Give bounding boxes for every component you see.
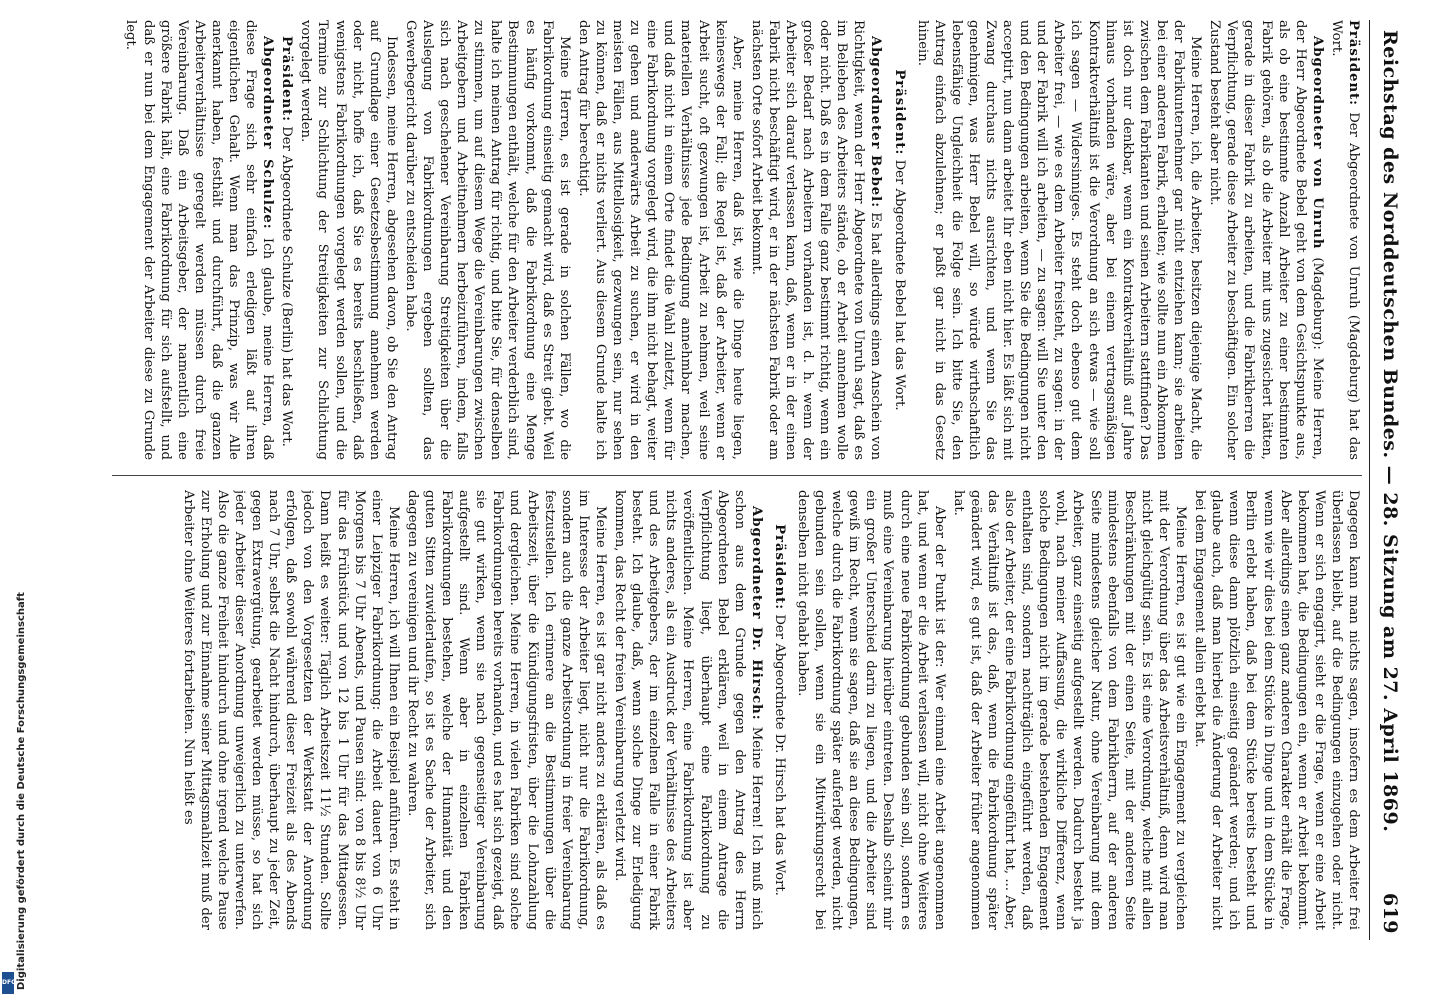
digitization-credit xyxy=(2,0,27,1000)
paragraph-text: Es hat allerdings einen Anschein von Richtigkeit, wenn der Herr Abgeordnete von Unruh sagt, daß es im Belieben des Arbeiters stände, ob er Arbeit annehmen wolle oder nicht. Daß es in dem Falle ganz bestimmt richtig, wenn ein großer Bedarf nach Arbeitern vorhanden ist, d. h. wenn der Arbeiter sich darauf verlassen kann, daß, wenn er in der einen Fabrik nicht beschäftigt wird, er in der nächsten Fabrik oder am nächsten Orte sofort Arbeit bekommt. xyxy=(748,20,884,460)
page-number: 619 xyxy=(1379,892,1401,934)
paragraph-text: Der Abgeordnete Schulze (Berlin) hat das Wort. xyxy=(279,122,295,447)
speaker-label: Präsident: xyxy=(279,36,295,123)
paragraph xyxy=(748,20,885,460)
paragraph-text: Der Abgeordnete Dr. Hirsch hat das Wort. xyxy=(771,610,787,896)
speaker-label: Abgeordneter Schulze: xyxy=(260,36,276,230)
credit-text: Digitalisierung gefördert durch die Deutsche Forschungsgemeinschaft xyxy=(16,592,27,990)
paragraph: Meine Herren, es ist gerade in solchen Fällen, wo die Fabrikordnung einseitig gemacht wird, daß es Streit giebt. Weil es häufig vorkommt, daß die Fabrikordnung eine Menge Bestimmungen enthält, welche für den Arbeiter verderblich sind, halte ich meinen Antrag für richtig, und bitte Sie, für denselben zu stimmen, um auf diesem Wege die Vereinbarungen zwischen Arbeitgebern und Arbeitnehmern herbeizuführen, indem, falls sich nach geschehener Vereinbarung Streitigkeiten über die Auslegung von Fabrikordnungen ergeben sollten, das Gewerbegericht darüber zu entscheiden habe. xyxy=(402,20,572,460)
paragraph xyxy=(1328,20,1362,460)
paragraph: Meine Herren, es ist gar nicht anders zu erklären, als daß es im Interesse der Arbeiter liegt, nicht nur die Fabrikordnung, sondern auch die ganze Arbeitsordnung in freier Vereinbarung festzustellen. Ich erinnere an die Bestimmungen über die Arbeitszeit, über die Kündigungsfristen, über die Lohnzahlung und dergleichen. Meine Herren, in vielen Fabriken sind solche Fabrikordnungen bereits vorhanden, und es hat sich gezeigt, daß sie gut wirken, wenn sie nach gegenseitiger Vereinbarung aufgestellt sind. Wenn aber in einzelnen Fabriken Fabrikordnungen bestehen, welche der Humanität und den guten Sitten zuwiderlaufen, so ist es Sache der Arbeiter, sich dagegen zu vereinigen und ihr Recht zu wahren. xyxy=(404,490,608,930)
paragraph: Meine Herren, ich will Ihnen ein Beispiel anführen. Es steht in einer Leipziger Fabrikordnung: die Arbeit dauert von 6 Uhr Morgens bis 7 Uhr Abends, und Pausen sind: von 8 bis 8½ Uhr für das Frühstück und von 12 bis 1 Uhr für das Mittagessen. Dann heißt es weiter: Täglich Arbeitszeit 11½ Stunden. Sollte jedoch von den Vorgesetzten der Werkstatt der Anordnung erfolgen, daß sowohl während dieser Freizeit als des Abends nach 7 Uhr, selbst die Nacht hindurch, überhaupt zu jeder Zeit, gegen Extravergütung, gearbeitet werden müsse, so hat sich jeder Arbeiter dieser Anordnung unweigerlich zu unterwerfen. Also die ganze Freiheit hindurch und ohne irgend welche Pause zur Erholung und zur Einnahme seiner Mittagsmahlzeit muß der Arbeiter ohne Weiteres fortarbeiten. Nun heißt es xyxy=(180,490,401,930)
paragraph-text: Der Abgeordnete Bebel hat das Wort. xyxy=(891,155,907,411)
right-column xyxy=(112,490,1362,930)
paragraph xyxy=(1206,20,1326,460)
paragraph: Aber der Punkt ist der: Wer einmal eine Arbeit angenommen hat, und wenn er die Arbeit verlassen will, nicht ohne Weiteres durch eine neue Fabrikordnung gebunden sein soll, sondern es muß eine Vereinbarung hierüber eintreten. Deshalb scheint mir ein großer Unterschied darin zu liegen, und die Arbeiter sind gewiß im Recht, wenn sie sagen, daß sie an diese Bedingungen, welche durch die Fabrikordnung später auferlegt werden, nicht gebunden sein sollen, wenn sie ein Mitwirkungsrecht bei denselben nicht gehabt haben. xyxy=(795,490,947,930)
paragraph xyxy=(122,20,276,460)
paragraph: Indessen, meine Herren, abgesehen davon, ob Sie den Antrag auf Grundlage einer Gesetzesbestimmung annehmen werden oder nicht, hoffe ich, daß Sie es bereits beschließen, daß wenigstens Fabrikordnungen vorgelegt werden sollen, und die Termine zur Schlichtung der Streitigkeiten zur Schlichtung vorgelegt werden. xyxy=(298,20,399,460)
paragraph: Aber, meine Herren, daß ist, wie die Dinge heute liegen, keineswegs der Fall; die Regel ist, daß der Arbeiter, wenn er Arbeit sucht, oft gezwungen ist, Arbeit zu nehmen, weil seine materiellen Verhältnisse jede Bedingung annehmbar machen, und daß nicht in einem Orte findet die Wahl zuletzt, wenn für eine Fabrikordnung vorgelegt wird, die ihm nicht behagt, weiter zu gehen und anderwärts Arbeit zu suchen, er wird in den meisten Fällen, aus Mittellosigkeit, gezwungen sein, nur sehen zu können, daß er nichts verliert. Aus diesem Grunde halte ich den Antrag für berechtigt. xyxy=(575,20,745,460)
paragraph-text: Der Abgeordnete von Unruh (Magdeburg) hat das Wort. xyxy=(1328,20,1361,460)
paragraph xyxy=(771,490,788,930)
speaker-label: Abgeordneter Bebel: xyxy=(868,36,884,209)
text-columns xyxy=(112,20,1362,940)
speaker-label: Präsident: xyxy=(891,69,907,156)
speaker-label: Präsident: xyxy=(1346,20,1361,107)
scan-area xyxy=(80,20,1410,980)
paragraph xyxy=(611,490,765,930)
paragraph-text: Ich glaube, meine Herren, daß diese Frage sich sehr einfach erledigen läßt auf ihren eigentlichen Gehalt. Wenn man das Prinzip, was wir Alle anerkannt haben, festhält und durchführt, daß die ganzen Arbeiterverhältnisse geregelt werden müssen durch freie Vereinbarung. Daß ein Arbeitsgeber, der namentlich eine größere Fabrik hält, eine Fabrikordnung für sich aufstellt, und daß er nun bei dem Engagement der Arbeiter diese zu Grunde legt. xyxy=(123,20,276,460)
left-column xyxy=(112,20,1362,460)
paragraph-text: Meine Herren! Ich muß mich schon aus dem Grunde gegen den Antrag des Herrn Abgeordneten Bebel erklären, weil in einem Antrage die Verpflichtung liegt, überhaupt eine Fabrikordnung zu veröffentlichen. Meine Herren, eine Fabrikordnung ist aber nichts anderes, als ein Ausdruck der Verhältnisse des Arbeiters und des Arbeitgebers, der im einzelnen Falle in einer Fabrik besteht. Ich glaube, daß, wenn solche Dinge zur Erledigung kommen, das Recht der freien Vereinbarung verletzt wird. xyxy=(612,490,764,930)
running-header xyxy=(1369,20,1410,940)
paragraph xyxy=(278,20,295,460)
paragraph xyxy=(890,20,907,460)
paragraph: Meine Herren, es ist gut wie ein Engagement zu vergleichen mit der Verordnung über das Arbeitsverhältniß, denn wird man nicht gleichgültig sein. Es ist eine Verordnung, welche mit allen Beschränkungen mit der einen Seite, mit der anderen Seite mindestens ebenfalls von dem Fabrikherrn, auf der anderen Seite mindestens gleicher Natur, ohne Vereinbarung mit dem Arbeiter, ganz einseitig aufgestellt werden. Dadurch besteht ja wohl, nach meiner Auffassung, die wirkliche Differenz, wenn solche Bedingungen nicht im gerade bestehenden Engagement enthalten sind, sondern nachträglich eingeführt werden, daß also der Arbeiter, der eine Fabrikordnung eingeführt hat, ... Aber, das Verhältniß ist das, daß, wenn die Fabrikordnung später geändert wird, es gut ist, daß der Arbeiter früher angenommen hat. xyxy=(950,490,1189,930)
speaker-label: Abgeordneter Dr. Hirsch: xyxy=(748,506,764,721)
speaker-label: Präsident: xyxy=(771,524,787,611)
paragraph-text: (Magdeburg): Meine Herren, der Herr Abgeordnete Bebel geht von dem Gesichtspunkte aus, als ob eine bestimmte Anzahl Arbeiter zu einer bestimmten Fabrik gehören, als ob die Arbeiter mit uns zugesichert hätten, gerade in dieser Fabrik zu arbeiten, und die Fabrikherren die Verpflichtung, gerade diese Arbeiter zu beschäftigen. Ein solcher Zustand besteht aber nicht. xyxy=(1207,20,1325,460)
speaker-label: Abgeordneter von Unruh xyxy=(1309,36,1325,250)
header-title: Reichstag des Norddeutschen Bundes. — 28. Sitzung am 27. April 1869. xyxy=(1379,30,1401,833)
dfg-logo: DFG xyxy=(2,972,14,994)
column-divider xyxy=(112,475,1362,476)
document-sheet xyxy=(100,20,1410,940)
paragraph: Meine Herren, ich, die Arbeiter, besitzen diejenige Macht, die der Fabrikunternehmer gar nicht entziehen kann; sie arbeiten bei einer anderen Fabrik, erhalten; wie sollte nun ein Abkommen zwischen dem Fabrikanten und seinen Arbeitern stattfinden? Das ist doch nur denkbar, wenn ein Kontraktverhältniß auf Jahre hinaus vorhanden wäre, aber bei einem vertragsmäßigen Kontraktverhältniß ist die Verordnung an sich etwas — wie soll ich sagen — Widersinniges. Es steht doch ebenso gut dem Arbeiter frei, — wie es dem Arbeiter freisteht, zu sagen: in der und der Fabrik will ich arbeiten, — zu sagen: will Sie unter den und den Bedingungen arbeiten, wenn Sie die Bedingungen nicht acceptirt, nun dann arbeitet Ihr eben nicht hier. Es läßt sich mit Zwang durchaus nichts ausrichten, und wenn Sie das genehmigen, was Herr Bebel will, so würde wirthschaftlich lebensfähige Ungleichheit die Folge sein. Ich bitte Sie, den Antrag einfach abzulehnen; er paßt gar nicht in das Gesetz hinein. xyxy=(914,20,1204,460)
paragraph: Dagegen kann man nichts sagen, insofern es dem Arbeiter frei überlassen bleibt, auf die Bedingungen einzugehen oder nicht. Wenn er sich engagirt, sieht er die Frage, wenn er eine Arbeit bekommen hat, die Bedingungen ein, wenn er Arbeit bekommt. Aber allerdings einen ganz anderen Charakter erhält die Frage, wenn wie wir dies bei dem Stücke in Dinge und in dem Stücke in Berlin erlebt haben, daß bei dem Stücke bereits besteht und wenn diese dann plötzlich einseitig geändert werden; und ich glaube auch, daß man hierbei die Änderung der Arbeiter nicht bei dem Engagement allein erlebt hat. xyxy=(1192,490,1361,930)
